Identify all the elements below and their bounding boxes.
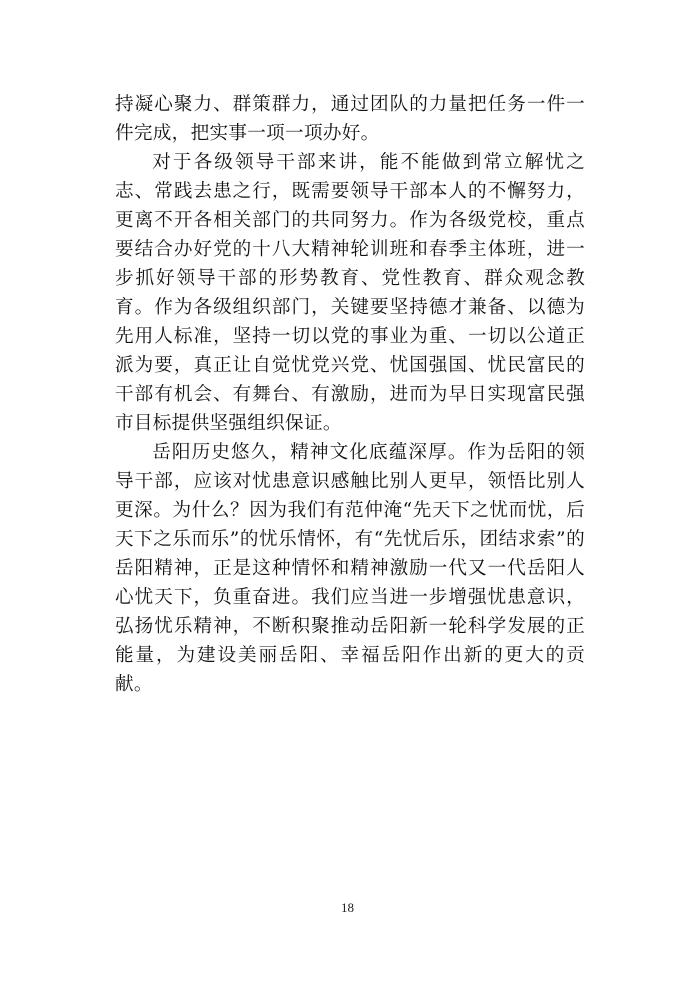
paragraph-leadership-cadres: 对于各级领导干部来讲，能不能做到常立解忧之志、常践去患之行，既需要领导干部本人的不懈努力，更离不开各相关部门的共同努力。作为各级党校，重点要结合办好党的十八大精神轮训班和春季主体班，进一步抓好领导干部的形势教育、党性教育、群众观念教育。作为各级组织部门，关键要坚持德才兼备、以德为先用人标准，坚持一切以党的事业为重、一切以公道正派为要，真正让自觉忧党兴党、忧国强国、忧民富民的干部有机会、有舞台、有激励，进而为早日实现富民强市目标提供坚强组织保证。 [115,152,585,434]
paragraph-yueyang-spirit: 岳阳历史悠久，精神文化底蕴深厚。作为岳阳的领导干部，应该对忧患意识感触比别人更早，领悟比别人更深。为什么？因为我们有范仲淹“先天下之忧而忧，后天下之乐而乐”的忧乐情怀，有“先忧后乐，团结求索”的岳阳精神，正是这种情怀和精神激励一代又一代岳阳人心忧天下，负重奋进。我们应当进一步增强忧患意识，弘扬忧乐精神，不断积聚推动岳阳新一轮科学发展的正能量，为建设美丽岳阳、幸福岳阳作出新的更大的贡献。 [115,442,585,695]
page-number: 18 [341,900,354,915]
paragraph-continuation: 持凝心聚力、群策群力，通过团队的力量把任务一件一件完成，把实事一项一项办好。 [115,94,585,144]
document-body [115,90,585,699]
